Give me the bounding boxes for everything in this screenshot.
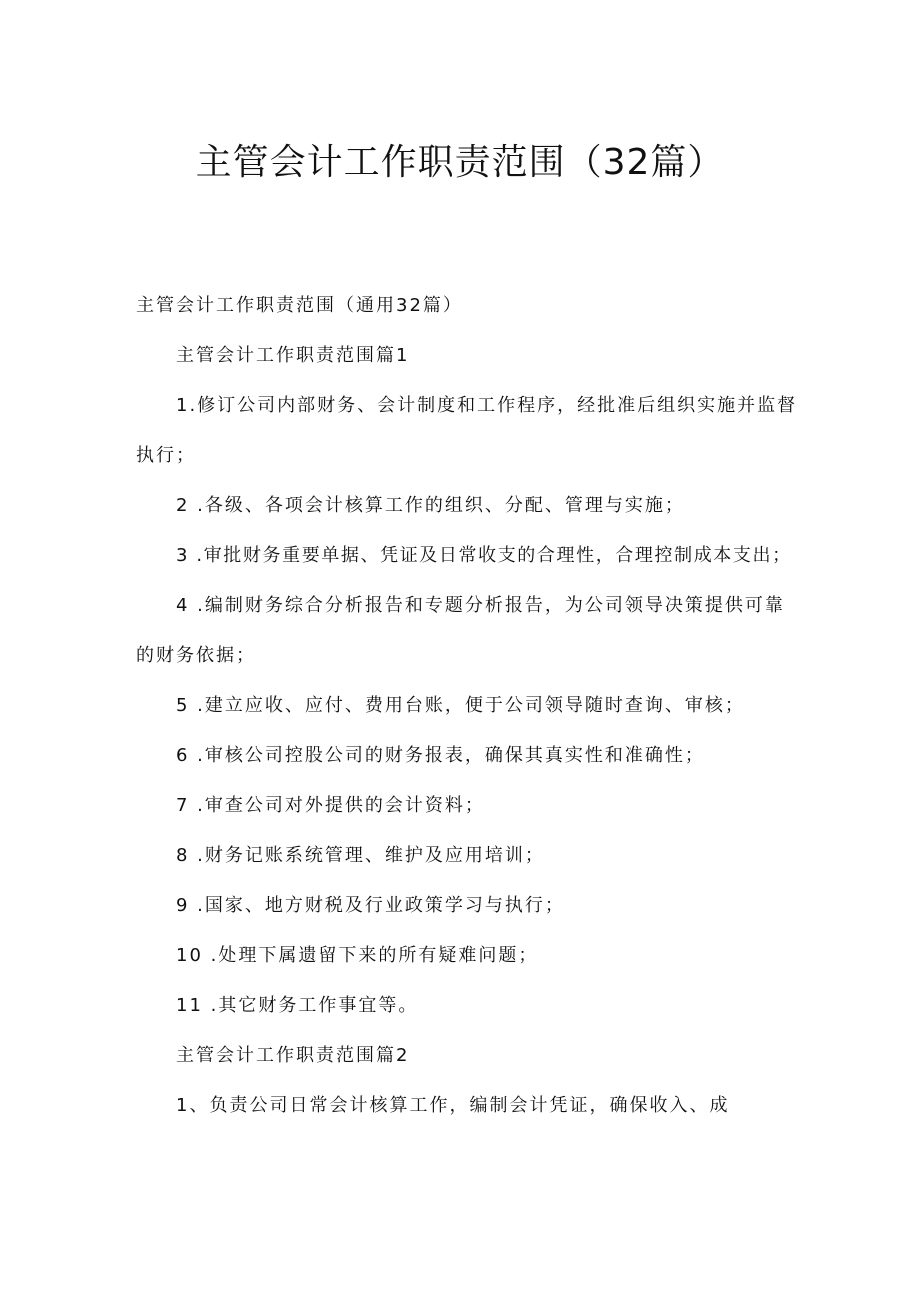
paragraph-line: 执行； [136, 445, 196, 466]
paragraph-line: 2 .各级、各项会计核算工作的组织、分配、管理与实施； [176, 495, 685, 516]
section-heading: 主管会计工作职责范围篇2 [176, 1045, 410, 1066]
paragraph-line: 3 .审批财务重要单据、凭证及日常收支的合理性，合理控制成本支出； [176, 545, 792, 566]
paragraph-line: 1.修订公司内部财务、会计制度和工作程序，经批准后组织实施并监督 [176, 395, 798, 416]
paragraph-line: 8 .财务记账系统管理、维护及应用培训； [176, 845, 545, 866]
paragraph-line: 10 .处理下属遗留下来的所有疑难问题； [176, 945, 539, 966]
paragraph-line: 7 .审查公司对外提供的会计资料； [176, 795, 485, 816]
document-title: 主管会计工作职责范围（32篇） [195, 142, 725, 183]
paragraph-line: 1、负责公司日常会计核算工作，编制会计凭证，确保收入、成 [176, 1095, 730, 1116]
paragraph-line: 11 .其它财务工作事宜等。 [176, 995, 419, 1016]
paragraph-line: 9 .国家、地方财税及行业政策学习与执行； [176, 895, 565, 916]
paragraph-line: 5 .建立应收、应付、费用台账，便于公司领导随时查询、审核； [176, 695, 745, 716]
section-heading: 主管会计工作职责范围篇1 [176, 345, 410, 366]
paragraph-line: 6 .审核公司控股公司的财务报表，确保其真实性和准确性； [176, 745, 705, 766]
paragraph-line: 的财务依据； [136, 645, 256, 666]
document-subtitle: 主管会计工作职责范围（通用32篇） [136, 295, 463, 316]
paragraph-line: 4 .编制财务综合分析报告和专题分析报告，为公司领导决策提供可靠 [176, 595, 785, 616]
